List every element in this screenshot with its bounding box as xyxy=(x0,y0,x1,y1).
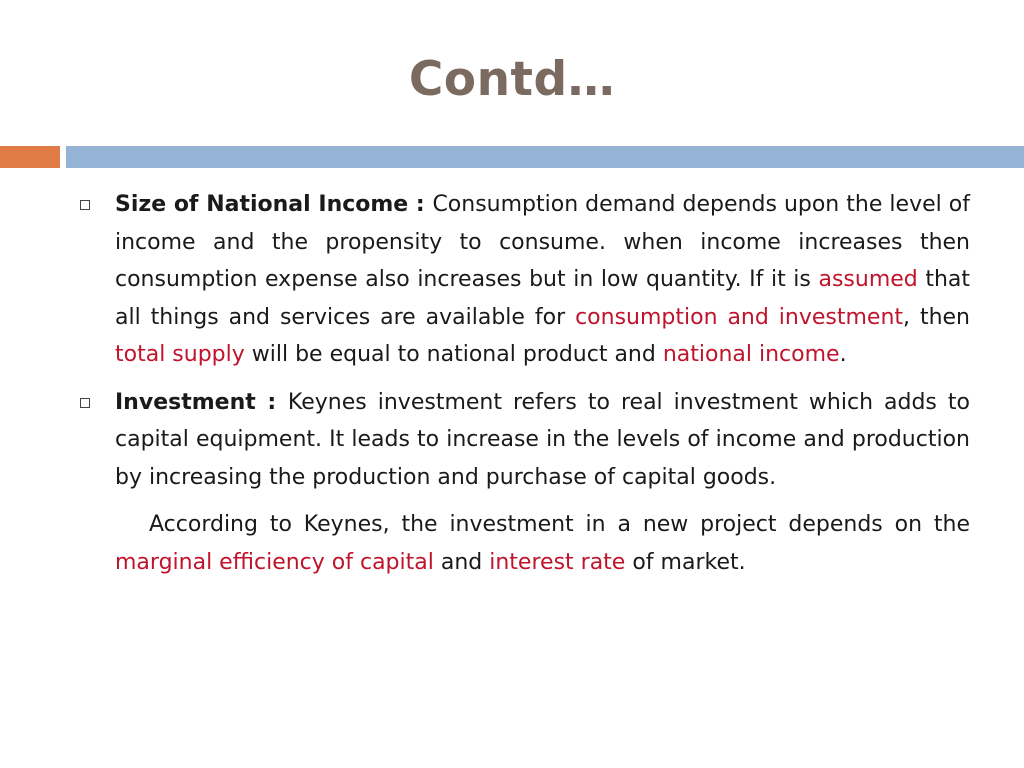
highlight-text: marginal efficiency of capital xyxy=(115,549,434,575)
slide-content xyxy=(78,186,970,581)
item-text: , then xyxy=(903,304,970,330)
bullet-item-national-income xyxy=(78,186,970,374)
highlight-text: assumed xyxy=(818,267,918,292)
blue-accent-bar xyxy=(66,146,1024,168)
highlight-text: total supply xyxy=(115,342,245,367)
square-bullet-icon xyxy=(80,200,90,210)
item-text: Consumption demand depends upon the level of income and the propensity to consume. when income increases then consumption expense also increases but in low quantity. If it is xyxy=(115,192,970,292)
item-text: will be equal to national product and xyxy=(244,342,663,367)
paragraph-text: and xyxy=(433,549,490,575)
heading-separator: : xyxy=(255,389,288,415)
item-text: that all things and services are available for xyxy=(115,267,971,330)
highlight-text: consumption and investment xyxy=(575,304,904,330)
square-bullet-icon xyxy=(80,398,90,408)
item-heading: Size of National Income xyxy=(115,192,409,217)
item-text: Keynes investment refers to real investment which adds to capital equipment. It leads to increase in the levels of income and production by increasing the production and purchase of capital goods. xyxy=(115,389,970,490)
orange-accent-bar xyxy=(0,146,60,168)
heading-separator: : xyxy=(408,192,433,217)
paragraph-text: of market. xyxy=(625,549,746,575)
item-heading: Investment xyxy=(115,389,256,415)
highlight-text: interest rate xyxy=(489,549,626,575)
item-text: . xyxy=(839,342,847,367)
keynes-paragraph xyxy=(78,506,970,581)
highlight-text: national income xyxy=(662,342,840,367)
slide-title: Contd… xyxy=(408,52,616,107)
bullet-item-investment xyxy=(78,384,970,497)
paragraph-text: According to Keynes, the investment in a new project depends on the xyxy=(149,512,970,537)
